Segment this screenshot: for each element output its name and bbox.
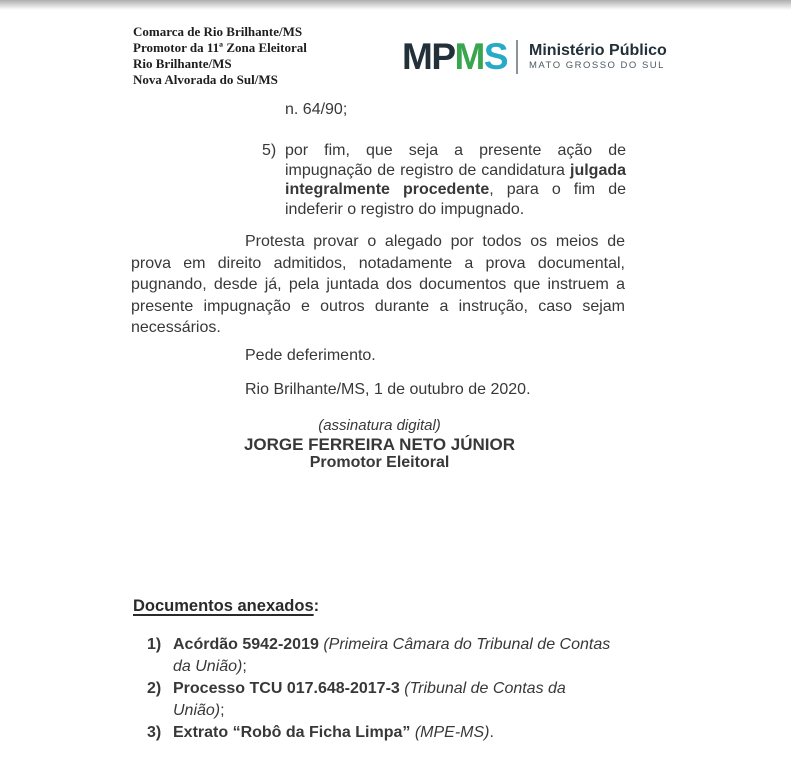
signer-role: Promotor Eleitoral <box>309 454 450 471</box>
letterhead <box>133 24 307 88</box>
mpms-logo-acronym <box>402 36 508 77</box>
list-item-detail: (Primeira Câmara do Tribunal de Contas da União) <box>173 636 611 675</box>
signature-block <box>131 417 628 472</box>
letterhead-line: Promotor da 11ª Zona Eleitoral <box>133 40 307 55</box>
attachments-list <box>147 634 613 744</box>
list-item-title: Processo TCU 017.648-2017-3 <box>173 680 400 697</box>
petition-item-5 <box>262 141 626 219</box>
item-emphasis: julgada integralmente procedente <box>285 161 627 198</box>
logo-s: S <box>483 36 508 77</box>
list-item-number: 1) <box>147 636 162 653</box>
list-item-title: Extrato “Robô da Ficha Limpa” <box>173 724 411 741</box>
attachments-heading <box>133 597 319 616</box>
letterhead-line: Comarca de Rio Brilhante/MS <box>133 24 303 39</box>
list-item-tail: . <box>489 724 494 741</box>
item-text <box>285 141 626 219</box>
attachments-heading-text: Documentos anexados <box>133 597 314 615</box>
signer-name: JORGE FERREIRA NETO JÚNIOR <box>243 435 516 454</box>
logo-org-region: MATO GROSSO DO SUL <box>529 60 665 71</box>
list-item <box>147 634 613 678</box>
list-item-detail: (MPE-MS) <box>414 724 490 741</box>
logo-mp: MP <box>402 36 455 77</box>
list-item <box>147 678 613 722</box>
list-item-detail: (Tribunal de Contas da União) <box>173 680 566 719</box>
case-reference: n. 64/90; <box>285 101 348 118</box>
list-item <box>147 722 613 744</box>
list-item-title: Acórdão 5942-2019 <box>173 636 319 653</box>
logo-divider <box>516 40 518 74</box>
mpms-logo <box>402 36 667 77</box>
list-item-tail: ; <box>220 702 225 719</box>
attachments-heading-colon: : <box>313 597 320 615</box>
list-item-tail: ; <box>242 658 247 675</box>
logo-org-name: Ministério Público <box>529 42 667 59</box>
item-tail: , para o fim de indeferir o registro do impugnado. <box>285 181 626 218</box>
date-line: Rio Brilhante/MS, 1 de outubro de 2020. <box>245 381 531 398</box>
item-number: 5) <box>262 142 277 159</box>
list-item-number: 3) <box>147 724 162 741</box>
logo-text <box>529 42 667 72</box>
letterhead-line: Nova Alvorada do Sul/MS <box>133 72 278 87</box>
digital-signature-note: (assinatura digital) <box>318 417 441 434</box>
top-shadow <box>0 0 791 10</box>
logo-m: M <box>454 36 484 77</box>
protest-paragraph: Protesta provar o alegado por todos os meios de prova em direito admitidos, notadamente a prova documental, pugnando, desde já, pela juntada dos documentos que instruem a presente impugnação e outros durante a instrução, caso sejam necessários. <box>131 233 625 336</box>
closing-line: Pede deferimento. <box>245 347 376 364</box>
letterhead-line: Rio Brilhante/MS <box>133 56 232 71</box>
list-item-number: 2) <box>147 680 162 697</box>
item-lead: por fim, que seja a presente ação de impugnação de registro de candidatura <box>285 142 626 179</box>
